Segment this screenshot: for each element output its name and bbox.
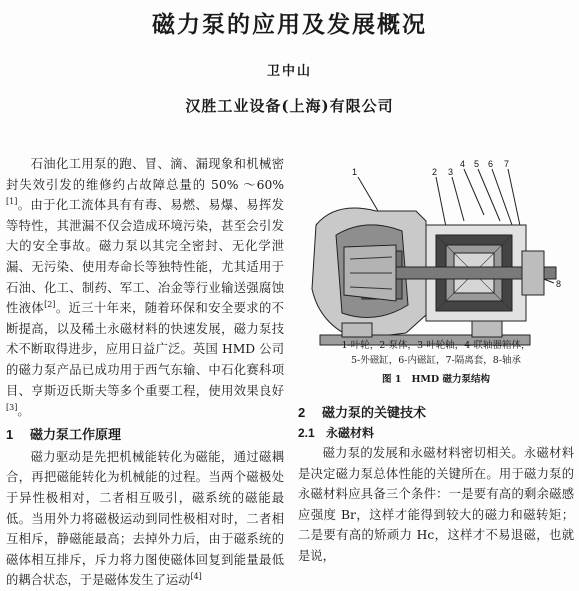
affiliation: 汉胜工业设备(上海)有限公司: [185, 97, 394, 115]
callout-3: 3: [448, 167, 454, 177]
figure-legend: [296, 338, 576, 368]
intro-text-3: 。近三十年来，随着环保和安全要求的不断提高，以及稀土永磁材料的快速发展，磁力泵技术不断取得进步，应用日益广泛。英国 HMD 公司的磁力泵产品已成功用于西气东输、中石化赛科项目、亨斯迈氏斯夫等多个重要工程，使用效果良好: [6, 301, 284, 398]
intro-paragraph: [6, 154, 284, 422]
callout-8: 8: [556, 279, 562, 289]
paper-title: 磁力泵的应用及发展概况: [152, 11, 427, 38]
section-2-1-paragraph: 磁力泵的发展和永磁材料密切相关。永磁材料是决定磁力泵总体性能的关键所在。用于磁力泵的永磁材料应具备三个条件：一是要有高的剩余磁感应强度 Br，这样才能得到较大的磁力和磁转矩；二是要有高的矫顽力 Hc，这样才不易退磁，也就是说，: [298, 446, 574, 563]
section-2-number: 2: [298, 405, 306, 420]
section-1-text: 磁力驱动是先把机械能转化为磁能，通过磁耦合，再把磁能转化为机械能的过程。当两个磁极处于异性极相对，二者相互吸引，磁系统的磁能最低。当用外力将磁极运动到同性极相对时，二者相互相斥，静磁能最高；去掉外力后，由于磁系统的磁体相互排斥，斥力将力图使磁体回复到能量最低的耦合状态，于是磁体发生了运动: [6, 449, 284, 588]
callout-1: 1: [352, 167, 358, 177]
section-1-heading: [6, 424, 284, 443]
intro-text-2: 。由于化工流体具有有毒、易燃、易爆、易挥发等特性，其泄漏不仅会造成环境污染，甚至会引发大的安全事故。磁力泵以其完全密封、无化学泄漏、无污染、使用寿命长等独特性能，尤其适用于石油、化工、制药、军工、冶金等行业输送强腐蚀性液体: [6, 198, 284, 316]
figure-label: 图 1: [382, 374, 402, 385]
section-1-title: 磁力泵工作原理: [30, 426, 122, 442]
callout-4: 4: [460, 159, 466, 169]
callout-7: 7: [504, 159, 510, 169]
right-column: [298, 402, 574, 567]
callout-6: 6: [488, 159, 494, 169]
section-2-title: 磁力泵的关键技术: [322, 405, 427, 420]
section-2-1-heading: [298, 424, 574, 441]
section-2-1-number: 2.1: [298, 426, 315, 440]
citation-2: [2]: [44, 300, 56, 310]
citation-3: [3]: [6, 403, 18, 413]
intro-text-1: 石油化工用泵的跑、冒、滴、漏现象和机械密封失效引发的维修约占故障总量的 50% ～60%: [6, 157, 284, 192]
callout-2: 2: [432, 167, 438, 177]
callout-5: 5: [474, 159, 480, 169]
citation-1: [1]: [6, 197, 18, 207]
intro-text-4: 。: [17, 404, 30, 419]
impeller: [344, 245, 396, 301]
author: 卫中山: [266, 64, 312, 79]
left-column: [6, 154, 284, 591]
legend-line-2: 5-外磁缸，6-内磁缸，7-隔离套，8-轴承: [350, 355, 522, 366]
section-2-heading: [298, 402, 574, 421]
section-1-number: 1: [6, 426, 14, 442]
pump-diagram: [296, 155, 576, 355]
section-2-1-title: 永磁材料: [326, 426, 375, 440]
figure-caption-text: HMD 磁力泵结构: [411, 374, 490, 385]
section-1-paragraph: [6, 447, 284, 591]
citation-4: [4]: [190, 572, 202, 582]
figure-caption: [296, 371, 576, 385]
legend-line-1: 1-叶轮，2-泵体，3-叶轮轴，4-联轴器箱体，: [341, 340, 531, 351]
